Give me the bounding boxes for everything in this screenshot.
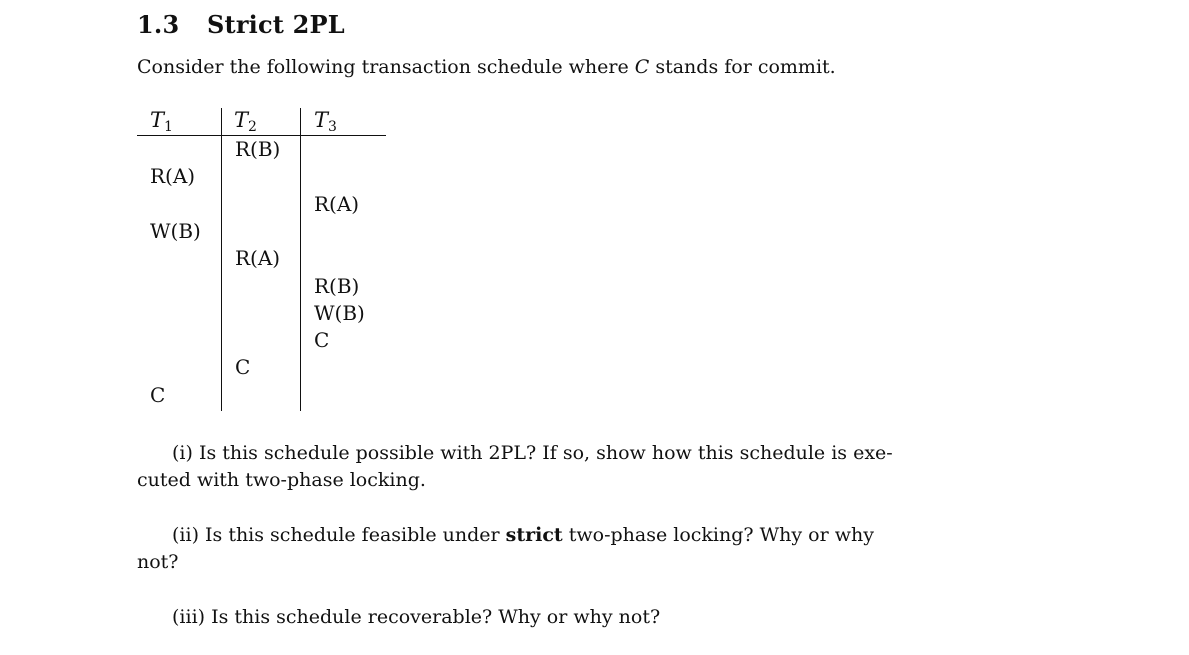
schedule-table (137, 108, 386, 411)
section-title: Strict 2PL (207, 10, 345, 39)
header-letter: T (314, 108, 329, 132)
header-rule (137, 135, 386, 136)
question-2 (137, 522, 927, 576)
schedule-op-t2: R(B) (235, 137, 281, 161)
question-2-post: two-phase locking? Why or why (562, 524, 874, 546)
header-letter: T (234, 108, 249, 132)
schedule-op-t2: C (235, 355, 251, 380)
schedule-op-t1: W(B) (150, 218, 201, 243)
question-2-pre: (ii) Is this schedule feasible under (172, 524, 506, 546)
commit-symbol: C (634, 56, 650, 78)
schedule-op-t1: R(A) (150, 164, 196, 189)
question-1 (137, 440, 927, 494)
question-1-line-1: (i) Is this schedule possible with 2PL? If so, show how this schedule is exe- (172, 442, 893, 464)
schedule-op-t3: C (314, 328, 330, 353)
header-letter: T (150, 108, 165, 132)
question-2-bold: strict (505, 524, 563, 546)
intro-after: stands for commit. (649, 56, 836, 78)
column-divider-1 (221, 108, 222, 411)
schedule-op-t3: R(B) (314, 273, 360, 298)
schedule-op-t2: R(A) (235, 246, 281, 271)
question-1-line-2: cuted with two-phase locking. (137, 469, 426, 491)
column-header-t3 (314, 108, 337, 135)
schedule-op-t1: C (150, 382, 166, 407)
schedule-op-t3: R(A) (314, 191, 360, 216)
question-3-text: (iii) Is this schedule recoverable? Why or why not? (172, 606, 661, 628)
question-2-line-2: not? (137, 551, 179, 573)
question-3 (137, 604, 927, 631)
schedule-op-t3: W(B) (314, 300, 365, 325)
section-heading (137, 10, 345, 39)
header-subscript: 3 (328, 119, 337, 135)
intro-before: Consider the following transaction schedule where (137, 56, 635, 78)
intro-text (137, 56, 836, 78)
header-subscript: 2 (248, 119, 257, 135)
column-header-t1 (150, 108, 173, 135)
section-number: 1.3 (137, 10, 180, 39)
column-header-t2 (234, 108, 257, 135)
header-subscript: 1 (164, 119, 173, 135)
column-divider-2 (300, 108, 301, 411)
